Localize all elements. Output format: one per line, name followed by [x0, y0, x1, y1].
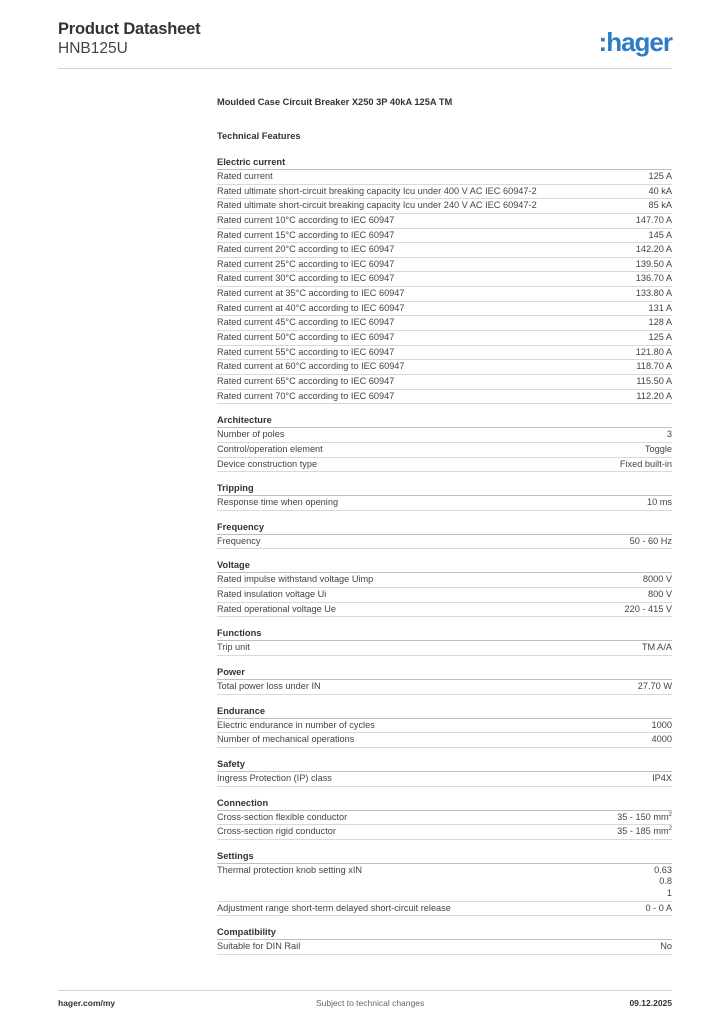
- spec-value: [647, 496, 672, 510]
- spec-row: [217, 428, 672, 443]
- spec-row: [217, 864, 672, 902]
- spec-value: [636, 375, 672, 389]
- spec-section: [217, 481, 672, 511]
- spec-section: [217, 626, 672, 656]
- spec-label: Rated current 10°C according to IEC 60947: [217, 214, 395, 225]
- hager-logo: :hager: [598, 27, 672, 57]
- spec-value-text: No: [660, 941, 672, 952]
- spec-label: Rated operational voltage Ue: [217, 603, 337, 614]
- spec-row: [217, 170, 672, 185]
- section-title: Electric current: [217, 155, 672, 170]
- spec-row: [217, 214, 672, 229]
- spec-sections: [217, 155, 672, 955]
- spec-row: [217, 287, 672, 302]
- spec-row: [217, 272, 672, 287]
- spec-value-text: 139.50 A: [635, 258, 672, 269]
- spec-row: [217, 390, 672, 405]
- spec-value: [654, 865, 672, 900]
- spec-value: [648, 302, 672, 316]
- page-header: [58, 20, 672, 70]
- spec-value: [643, 573, 672, 587]
- spec-value: [645, 443, 672, 457]
- spec-value: [636, 214, 672, 228]
- spec-value-text: 27.70 W: [637, 681, 672, 692]
- spec-value: [649, 199, 673, 213]
- spec-label: Cross-section flexible conductor: [217, 811, 348, 822]
- spec-row: [217, 573, 672, 588]
- spec-section: [217, 413, 672, 472]
- spec-value: [636, 360, 672, 374]
- footer-divider: [58, 990, 672, 991]
- spec-section: [217, 558, 672, 617]
- section-title: Architecture: [217, 413, 672, 428]
- spec-value-text: 10 ms: [646, 497, 672, 508]
- spec-value: [648, 316, 672, 330]
- spec-label: Rated current 65°C according to IEC 60947: [217, 375, 395, 386]
- spec-row: [217, 811, 672, 826]
- spec-value: [667, 428, 672, 442]
- spec-value: [636, 390, 672, 404]
- spec-row: [217, 316, 672, 331]
- spec-label: Rated current at 40°C according to IEC 60947: [217, 302, 405, 313]
- spec-value-text: 115.50 A: [636, 375, 672, 386]
- spec-value: [648, 229, 672, 243]
- spec-section: [217, 849, 672, 916]
- header-divider: [58, 68, 672, 69]
- spec-row: [217, 229, 672, 244]
- spec-label: Suitable for DIN Rail: [217, 941, 301, 952]
- section-title: Functions: [217, 626, 672, 641]
- spec-row: [217, 331, 672, 346]
- section-title: Endurance: [217, 704, 672, 719]
- spec-value: [630, 535, 672, 549]
- spec-row: [217, 902, 672, 917]
- spec-section: [217, 704, 672, 748]
- spec-value-text: 800 V: [647, 589, 672, 600]
- spec-value: [636, 346, 672, 360]
- spec-value-text: 3: [666, 429, 672, 440]
- spec-value-text: Fixed built-in: [619, 458, 672, 469]
- section-title: Settings: [217, 849, 672, 864]
- spec-row: [217, 199, 672, 214]
- spec-value-text: 4000: [651, 734, 672, 745]
- spec-row: [217, 458, 672, 473]
- spec-label: Number of mechanical operations: [217, 734, 355, 745]
- document-title: Product Datasheet: [58, 20, 201, 38]
- spec-value: [652, 772, 672, 786]
- spec-row: [217, 443, 672, 458]
- product-title: Moulded Case Circuit Breaker X250 3P 40kA 125A TM: [217, 97, 453, 107]
- spec-label: Thermal protection knob setting xIN: [217, 864, 363, 875]
- spec-row: [217, 375, 672, 390]
- spec-value: [652, 719, 672, 733]
- spec-row: [217, 719, 672, 734]
- spec-value-text: 133.80 A: [635, 288, 672, 299]
- spec-label: Rated current 45°C according to IEC 60947: [217, 317, 395, 328]
- spec-value: [617, 825, 672, 839]
- spec-value: [660, 940, 672, 954]
- spec-value: [645, 902, 672, 916]
- spec-section: [217, 925, 672, 955]
- spec-label: Cross-section rigid conductor: [217, 826, 336, 837]
- spec-value-text: 8000 V: [642, 574, 672, 585]
- spec-label: Rated current 25°C according to IEC 60947: [217, 258, 395, 269]
- spec-value: [617, 811, 672, 825]
- spec-label: Rated ultimate short-circuit breaking capacity Icu under 400 V AC IEC 60947-2: [217, 185, 537, 196]
- spec-value: [648, 170, 672, 184]
- spec-value: [648, 588, 672, 602]
- section-title: Compatibility: [217, 925, 672, 940]
- datasheet-content: [217, 96, 672, 955]
- spec-row: [217, 496, 672, 511]
- spec-value-text: 125 A: [648, 332, 672, 343]
- spec-value-text: Toggle: [644, 443, 672, 454]
- spec-value: [636, 272, 672, 286]
- spec-label: Device construction type: [217, 458, 318, 469]
- spec-label: Rated current 70°C according to IEC 60947: [217, 390, 395, 401]
- spec-section: [217, 796, 672, 840]
- spec-label: Rated current at 60°C according to IEC 60947: [217, 361, 405, 372]
- spec-value-text: 85 kA: [648, 200, 672, 211]
- spec-value-text: 125 A: [648, 171, 672, 181]
- technical-features-heading: Technical Features: [217, 131, 301, 141]
- spec-label: Rated current: [217, 171, 273, 181]
- footer-date: 09.12.2025: [629, 998, 672, 1008]
- section-title: Frequency: [217, 520, 672, 535]
- spec-row: [217, 680, 672, 695]
- spec-value-text: 131 A: [648, 302, 672, 313]
- spec-row: [217, 258, 672, 273]
- spec-value-text: 118.70 A: [636, 361, 672, 372]
- spec-section: [217, 757, 672, 787]
- spec-label: Rated impulse withstand voltage Uimp: [217, 574, 374, 585]
- spec-value-text: 128 A: [648, 317, 672, 328]
- section-title: Tripping: [217, 481, 672, 496]
- spec-row: [217, 243, 672, 258]
- spec-row: [217, 185, 672, 200]
- spec-value-text: 0 - 0 A: [645, 902, 672, 913]
- spec-label: Rated current 30°C according to IEC 60947: [217, 273, 395, 284]
- spec-section: [217, 155, 672, 404]
- spec-label: Total power loss under IN: [217, 681, 321, 692]
- spec-value-text: 220 - 415 V: [624, 603, 672, 614]
- spec-row: [217, 302, 672, 317]
- spec-label: Control/operation element: [217, 443, 323, 454]
- spec-value-text: 142.20 A: [635, 244, 672, 255]
- product-code: HNB125U: [58, 40, 128, 57]
- spec-value-text: 35 - 185 mm: [617, 826, 669, 837]
- spec-row: [217, 603, 672, 618]
- footer-disclaimer: Subject to technical changes: [316, 998, 425, 1008]
- spec-value-text: 121.80 A: [635, 346, 672, 357]
- spec-value-text: IP4X: [652, 772, 672, 783]
- spec-label: Rated current 55°C according to IEC 60947: [217, 346, 395, 357]
- spec-value: [648, 331, 672, 345]
- section-title: Power: [217, 665, 672, 680]
- spec-label: Rated current 20°C according to IEC 60947: [217, 244, 395, 255]
- spec-label: Response time when opening: [217, 497, 339, 508]
- footer-website: hager.com/my: [58, 998, 116, 1008]
- spec-row: [217, 360, 672, 375]
- spec-label: Number of poles: [217, 429, 285, 440]
- spec-label: Rated current 50°C according to IEC 60947: [217, 332, 395, 343]
- spec-label: Rated current 15°C according to IEC 60947: [217, 229, 395, 240]
- spec-label: Trip unit: [217, 642, 250, 653]
- spec-row: [217, 535, 672, 550]
- spec-row: [217, 588, 672, 603]
- spec-value: [649, 185, 673, 199]
- spec-value-text: 40 kA: [648, 185, 672, 196]
- spec-section: [217, 520, 672, 550]
- spec-value-line: 0.63: [654, 864, 672, 875]
- spec-row: [217, 772, 672, 787]
- spec-value-line: 0.8: [659, 876, 672, 887]
- spec-value-text: 35 - 150 mm: [617, 811, 669, 822]
- spec-value: [636, 258, 672, 272]
- spec-value: [642, 641, 672, 655]
- spec-section: [217, 665, 672, 695]
- spec-value-text: 145 A: [648, 229, 672, 240]
- spec-value-text: 50 - 60 Hz: [629, 535, 672, 546]
- unit-superscript: 2: [668, 811, 672, 818]
- spec-value-line: 1: [666, 888, 672, 899]
- section-title: Safety: [217, 757, 672, 772]
- spec-value-text: TM A/A: [641, 642, 672, 653]
- section-title: Connection: [217, 796, 672, 811]
- spec-value: [624, 603, 672, 617]
- spec-label: Electric endurance in number of cycles: [217, 719, 375, 730]
- section-title: Voltage: [217, 558, 672, 573]
- spec-label: Rated insulation voltage Ui: [217, 589, 327, 600]
- spec-label: Rated current at 35°C according to IEC 60947: [217, 288, 405, 299]
- spec-value-text: 112.20 A: [636, 390, 672, 401]
- spec-value-text: 1000: [651, 719, 672, 730]
- spec-value-text: 136.70 A: [635, 273, 672, 284]
- spec-label: Frequency: [217, 535, 261, 546]
- spec-value: [620, 458, 672, 472]
- spec-row: [217, 346, 672, 361]
- spec-value: [636, 243, 672, 257]
- spec-label: Adjustment range short-term delayed short-circuit release: [217, 902, 451, 913]
- spec-row: [217, 825, 672, 840]
- spec-value: [638, 680, 672, 694]
- unit-superscript: 2: [668, 826, 672, 833]
- spec-label: Rated ultimate short-circuit breaking capacity Icu under 240 V AC IEC 60947-2: [217, 200, 537, 211]
- spec-value: [652, 733, 672, 747]
- spec-row: [217, 641, 672, 656]
- spec-value-text: 147.70 A: [635, 214, 672, 225]
- spec-row: [217, 733, 672, 748]
- spec-value: [636, 287, 672, 301]
- spec-row: [217, 940, 672, 955]
- spec-label: Ingress Protection (IP) class: [217, 772, 332, 783]
